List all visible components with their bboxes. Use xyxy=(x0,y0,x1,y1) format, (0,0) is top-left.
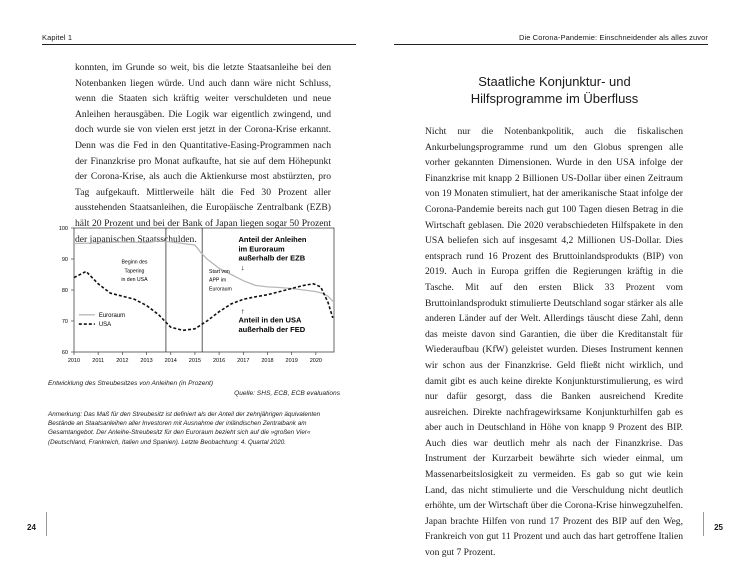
y-tick-label: 100 xyxy=(58,226,68,232)
x-tick-label: 2017 xyxy=(237,358,250,364)
paragraph: konnten, im Grunde so weit, bis die letzte Staatsanleihe bei den Notenbanken liegen würde. Und auch dann wäre nicht Schluss, wenn die Staaten sich kräftig weiter verschuldeten und neue Anleihen herausgäben. Die Logik war eigentlich zwingend, und doch wurde sie von vielen erst jetzt in der Corona-Krise erkannt. Denn was die Fed in den Quantitative-Easing-Programmen nach der Finanzkrise pro Monat aufkaufte, hat sie auf dem Höhepunkt der Corona-Krise, als auch die Aktienkurse most abstürzten, pro Tag aufgekauft. Mittlerweile hält die Fed 30 Prozent aller ausstehenden Staatsanleihen, die Europäische Zentralbank (EZB) hält 20 Prozent und bei der Bank of Japan liegen sogar 50 Prozent der japanischen Staatsschulden. xyxy=(75,62,331,245)
annotation-tapering-2: Tapering xyxy=(124,268,145,275)
x-tick-label: 2013 xyxy=(140,358,153,364)
x-tick-label: 2011 xyxy=(92,358,105,364)
x-tick-label: 2018 xyxy=(261,358,274,364)
page-number-right: 25 xyxy=(714,523,723,532)
x-tick-label: 2016 xyxy=(212,358,226,364)
y-tick-label: 80 xyxy=(61,288,68,294)
section-heading: Staatliche Konjunktur- und Hilfsprogramme im Überfluss xyxy=(470,74,639,106)
paragraph: Nicht nur die Notenbankpolitik, auch die fiskalischen Ankurbelungsprogramme rund um den Globus sprengen alle vorher gekannten Dimensionen. Wurde in den USA infolge der Finanzkrise mit knapp 2 Billionen US-Dollar über einen Zeitraum von 19 Monaten stimuliert, hat der amerikanische Staat infolge der Corona-Pandemie bereits nach gut 100 Tagen diesen Betrag in die Wirtschaft geblasen. Die 2020 verabschiedeten Hilfspakete in den USA beliefen sich auf insgesamt 4,2 Millionen US-Dollar. Dies entsprach rund 16 Prozent des Bruttoinlandsprodukts (BIP) von 2019. Auch in Europa griffen die Regierungen kräftig in die Tasche. Mit auf den ersten Blick 33 Prozent vom Bruttoinlandsprodukt stimulierte Deutschland sogar stärker als alle anderen Länder auf der Welt. Allerdings täuscht diese Zahl, denn das meiste davon sind Garantien, die über die Kreditanstalt für Wiederaufbau (KfW) geleistet wurden. Dieses Instrument kennen wir schon aus der Finanzkrise. Geld fließt nicht wirklich, und damit gibt es auch keine direkte Konjunkturstimulierung, es wird nur dafür gesorgt, dass die Banken ausreichend Kredite ausreichen. Direkte nachfragewirksame Konjunkturhilfen gab es aber auch in Deutschland in Höhe von knapp 9 Prozent des BIP. Auch dies war deutlich mehr als nach der Finanzkrise. Das Instrument der Kurzarbeit bewährte sich wieder einmal, um Massenarbeitslosigkeit zu vermeiden. Es gab so gut wie kein Land, das nicht stimulierte und die Verschuldung nicht deutlich erhöhte, um der Wirtschaft über die Corona-Krise hinwegzuhelfen. Japan brachte Hilfen von rund 17 Prozent des BIP auf den Weg, Frankreich von gut 11 Prozent und auch das hart getroffene Italien von gut 7 Prozent. xyxy=(425,126,683,559)
chart-note: Anmerkung: Das Maß für den Streubesitz ist definiert als der Anteil der zehnjährigen äquivalenten Bestände an Staatsanleihen aller Investoren mit Ausnahme der inländischen Zentralbank am Gesamtangebot. Der Anleihe-Streubesitz für den Euroraum bezieht sich auf die »großen Vier« (Deutschland, Frankreich, Italien und Spanien). Letzte Beobachtung: 4. Quartal 2020. xyxy=(48,411,321,446)
annotation-app-2: APP im xyxy=(209,277,227,284)
chart-svg xyxy=(48,220,340,370)
y-tick-label: 60 xyxy=(61,350,68,356)
y-tick-label: 90 xyxy=(61,257,68,263)
x-tick-label: 2010 xyxy=(67,358,81,364)
x-tick-label: 2012 xyxy=(116,358,129,364)
annotation-tapering-3: in den USA xyxy=(121,277,148,284)
annotation-app-3: Euroraum xyxy=(209,286,232,293)
running-head-left: Kapitel 1 xyxy=(42,33,73,42)
right-body-text xyxy=(425,124,683,561)
page-number-left: 24 xyxy=(27,523,36,532)
header-rule-left xyxy=(42,44,356,45)
arrow-up: ↑ xyxy=(240,306,245,316)
legend-label-euroraum: Euroraum xyxy=(98,312,126,319)
folio-rule-left xyxy=(46,512,47,536)
annotation-tapering-1: Beginn des xyxy=(121,259,148,266)
chart-source: Quelle: SHS, ECB, ECB evaluations xyxy=(234,390,340,397)
y-tick-label: 70 xyxy=(61,319,68,325)
x-tick-label: 2019 xyxy=(285,358,298,364)
left-page xyxy=(0,0,375,556)
arrow-down: ↓ xyxy=(240,262,245,272)
annotation-app-1: Start von xyxy=(209,268,230,275)
annotation-euro-2: im Euroraum xyxy=(238,244,285,254)
annotation-usa-2: außerhalb der FED xyxy=(238,324,306,334)
folio-rule-right xyxy=(703,512,704,536)
legend-label-usa: USA xyxy=(98,322,112,329)
x-tick-label: 2015 xyxy=(188,358,202,364)
chart xyxy=(48,220,340,370)
annotation-euro-1: Anteil der Anleihen xyxy=(238,234,307,244)
header-rule-right xyxy=(394,44,708,45)
x-tick-label: 2014 xyxy=(164,358,177,364)
annotation-usa-1: Anteil in den USA xyxy=(238,315,302,325)
chart-caption: Entwicklung des Streubesitzes von Anleihen (in Prozent) xyxy=(48,380,214,387)
x-tick-label: 2020 xyxy=(309,358,322,364)
annotation-euro-3: außerhalb der EZB xyxy=(238,253,306,263)
series-line-euroraum xyxy=(74,241,334,302)
running-head-right: Die Corona-Pandemie: Einschneidender als alles zuvor xyxy=(518,33,708,42)
